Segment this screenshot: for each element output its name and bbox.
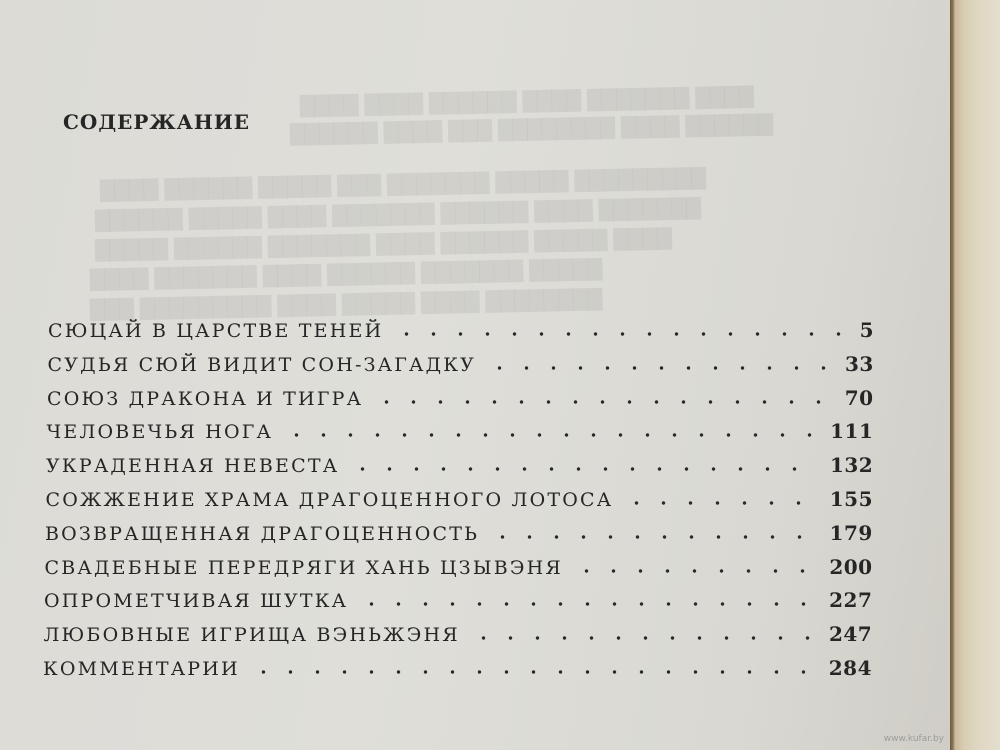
toc-entry: [45, 549, 873, 579]
bleed-through-text: ████ ████ ██████ ████ ███████ ████: [299, 86, 755, 118]
toc-entry: [47, 413, 874, 443]
toc-entry-title: ЛЮБОВНЫЕ ИГРИЩА ВЭНЬЖЭНЯ: [43, 624, 460, 647]
dot-leader: [358, 601, 817, 607]
watermark: www.kufar.by: [883, 734, 944, 744]
toc-entry-page-number: 247: [828, 622, 873, 647]
bleed-through-text: ██████ █████ ████ ███████ ██████ ████ ███████: [94, 197, 702, 233]
toc-entry-title: ОПРОМЕТЧИВАЯ ШУТКА: [44, 590, 349, 613]
toc-entry-title: ЧЕЛОВЕЧЬЯ НОГА: [46, 421, 274, 444]
toc-entry-page-number: 70: [844, 385, 874, 410]
dot-leader: [283, 432, 818, 438]
toc-entry-title: СВАДЕБНЫЕ ПЕРЕДРЯГИ ХАНЬ ЦЗЫВЭНЯ: [44, 556, 563, 579]
dot-leader: [373, 399, 833, 405]
dot-leader: [573, 568, 817, 574]
toc-entry: [44, 582, 872, 612]
toc-entry-page-number: 227: [829, 588, 873, 613]
toc-entry-title: СУДЬЯ СЮЙ ВИДИТ СОН-ЗАГАДКУ: [47, 353, 477, 376]
toc-entry: [47, 380, 874, 410]
toc-entry-title: ВОЗВРАЩЕННАЯ ДРАГОЦЕННОСТЬ: [45, 522, 480, 545]
toc-entry-page-number: 284: [828, 656, 872, 680]
bleed-through-text: ████ ███████ ████ ██████ ███████ █████: [89, 258, 603, 292]
bleed-through-text: ███ █████████ ████ █████ ████ ████████: [89, 288, 603, 322]
toc-entry-title: СОЮЗ ДРАКОНА И ТИГРА: [47, 387, 364, 410]
toc-entry: [46, 447, 873, 477]
toc-entry: [46, 481, 874, 511]
toc-entry-page-number: 200: [829, 554, 873, 579]
dot-leader: [470, 635, 817, 641]
dot-leader: [393, 331, 847, 337]
toc-entry: [48, 312, 874, 342]
toc-entry: [48, 346, 874, 376]
toc-entry-title: УКРАДЕННАЯ НЕВЕСТА: [46, 455, 340, 478]
toc-entry-page-number: 111: [830, 419, 874, 444]
toc-entry-page-number: 33: [844, 351, 874, 376]
toc-entry-page-number: 5: [859, 318, 874, 342]
toc-entry-title: СОЖЖЕНИЕ ХРАМА ДРАГОЦЕННОГО ЛОТОСА: [45, 489, 614, 511]
bleed-through-text: ████ ██████ █████ ███ ███████ █████ █████████: [99, 167, 707, 203]
toc-entry: [44, 616, 873, 646]
page-edge: [950, 0, 1000, 750]
page-title: СОДЕРЖАНИЕ: [63, 110, 250, 134]
toc-entry-page-number: 179: [829, 520, 873, 545]
toc-entry-title: КОММЕНТАРИИ: [43, 658, 240, 680]
dot-leader: [349, 466, 818, 472]
toc-entry: [45, 515, 873, 545]
dot-leader: [250, 669, 817, 675]
toc-entry: [43, 650, 872, 680]
dot-leader: [623, 500, 817, 506]
bleed-through-text: █████ ██████ ███████ ████ ██████ █████ ████: [94, 227, 673, 263]
toc-entry-title: СЮЦАЙ В ЦАРСТВЕ ТЕНЕЙ: [48, 320, 384, 342]
toc-entry-page-number: 155: [829, 487, 873, 511]
dot-leader: [486, 365, 833, 371]
toc-entry-page-number: 132: [829, 453, 874, 478]
dot-leader: [489, 534, 817, 540]
bleed-through-text: ██████ ████ ███ ████████ ████ ██████: [289, 113, 774, 147]
